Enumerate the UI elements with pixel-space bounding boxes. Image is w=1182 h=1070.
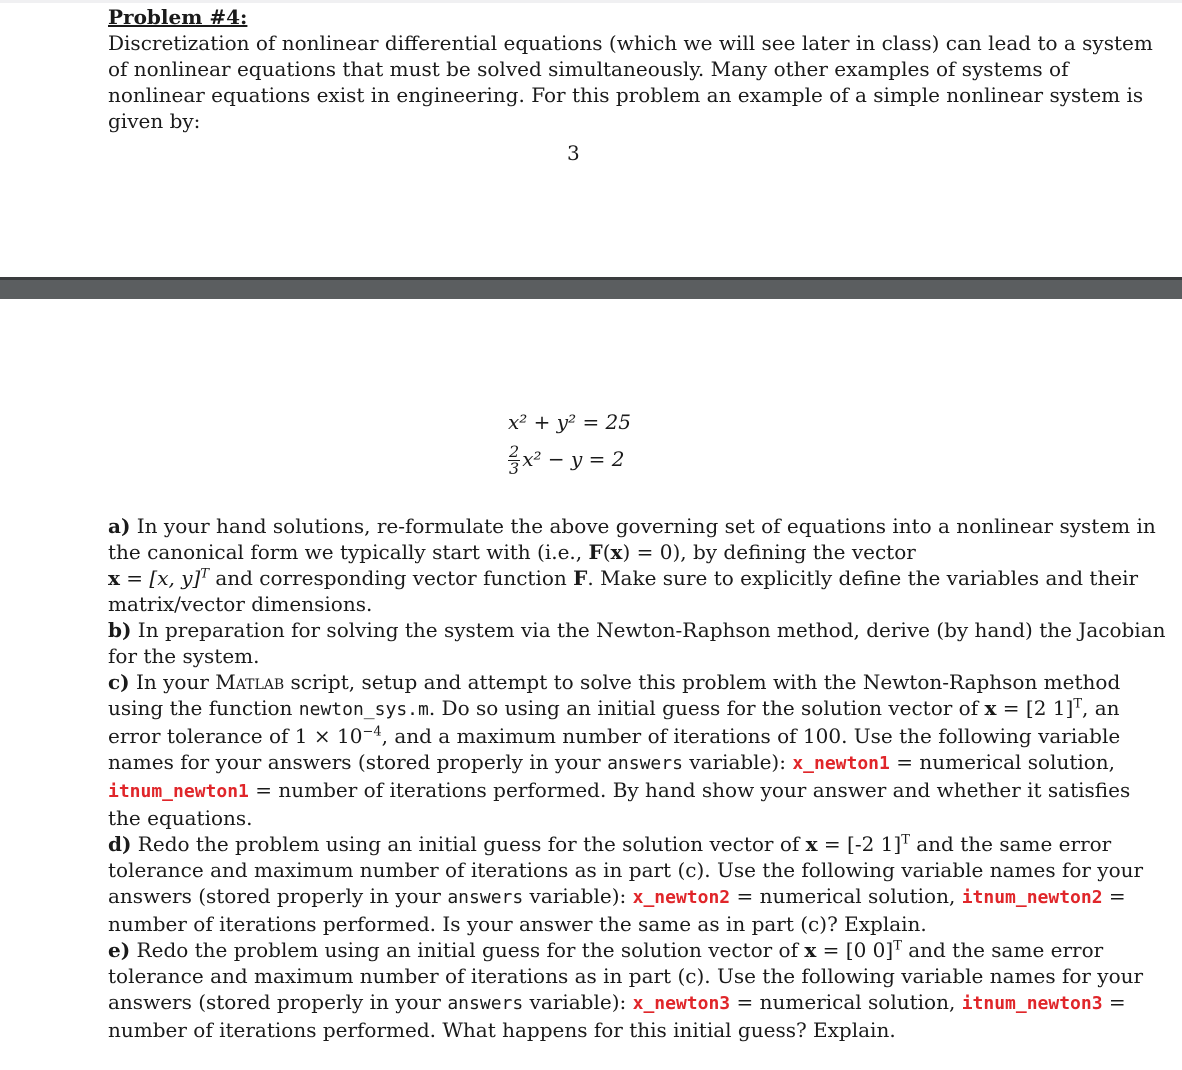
part-d-text: Redo the problem using an initial guess for the solution vector of: [131, 832, 806, 856]
part-e-text: = [0 0]: [816, 938, 894, 962]
vector-x: x: [805, 832, 818, 856]
var-itnum-newton2: itnum_newton2: [961, 887, 1103, 908]
function-name: newton_sys.m: [298, 699, 429, 720]
transpose-sup: T: [1073, 696, 1082, 712]
part-e: [108, 937, 1168, 1043]
var-x-newton2: x_newton2: [632, 887, 731, 908]
part-a-text: = [x, y]: [119, 566, 201, 590]
part-c-text: = number of iterations performed. By hand show your answer and whether it satisfies the equations.: [108, 778, 1131, 830]
part-e-label: e): [108, 938, 131, 962]
top-edge: [0, 0, 1182, 3]
part-c-text: variable):: [682, 750, 793, 774]
part-d-text: variable):: [523, 884, 633, 908]
vector-F: F: [573, 566, 588, 590]
var-x-newton1: x_newton1: [792, 753, 890, 774]
part-c-text: = numerical solution,: [889, 750, 1116, 774]
transpose-sup: T: [200, 566, 209, 582]
fraction: [508, 444, 520, 477]
vector-x: x: [804, 938, 817, 962]
exponent: −4: [362, 724, 382, 740]
part-c-text: = [2 1]: [996, 696, 1074, 720]
equation-2: [508, 444, 624, 477]
part-d-text: = number of iterations performed. Is your answer the same as in part (c)? Explain.: [108, 884, 1126, 936]
problem-parts: [108, 513, 1168, 1043]
part-a-text: and corresponding vector function: [208, 566, 574, 590]
fraction-denominator: 3: [509, 459, 520, 478]
part-c-text: In your: [129, 670, 216, 694]
part-c-text: , an error tolerance of 1 × 10: [108, 696, 1120, 748]
part-e-text: Redo the problem using an initial guess for the solution vector of: [130, 938, 805, 962]
vector-x: x: [984, 696, 997, 720]
problem-intro-text: Discretization of nonlinear differential equations (which we will see later in class) can lead to a system of nonlinear equations that must be solved simultaneously. Many other examples of systems of nonlinear equations exist in engineering. For this problem an example of a simple nonlinear system is given by:: [108, 31, 1153, 133]
part-d-text: = [-2 1]: [817, 832, 902, 856]
part-e-text: variable):: [523, 990, 633, 1014]
part-c-text: , and a maximum number of iterations of 100. Use the following variable names for your answers (stored properly in your: [108, 724, 1121, 774]
var-itnum-newton1: itnum_newton1: [108, 781, 249, 802]
part-c-text: script, setup and attempt to solve this problem with the Newton-Raphson method using the function: [108, 670, 1121, 720]
vector-x: x: [108, 566, 120, 590]
equation-1: x² + y² = 25: [508, 410, 632, 434]
transpose-sup: T: [901, 832, 910, 848]
part-d-text: = numerical solution,: [730, 884, 962, 908]
vector-F: F: [588, 540, 603, 564]
part-c-label: c): [108, 670, 130, 694]
part-d-label: d): [108, 832, 132, 856]
part-a-text: . Make sure to explicitly define the variables and their matrix/vector dimensions.: [108, 566, 1139, 616]
page-divider: [0, 277, 1182, 299]
vector-x: x: [610, 540, 623, 564]
transpose-sup: T: [893, 938, 902, 954]
problem-intro: [108, 4, 1168, 134]
answers-variable: answers: [447, 993, 524, 1014]
part-b: [108, 617, 1168, 669]
part-b-label: b): [108, 618, 132, 642]
part-e-text: = numerical solution,: [730, 990, 962, 1014]
part-d-text: and the same error tolerance and maximum number of iterations as in part (c). Use the following variable names for your answers (stored properly in your: [108, 832, 1144, 908]
part-a-text: ) = 0), by defining the vector: [622, 540, 916, 564]
page-number: 3: [567, 141, 580, 165]
part-c: [108, 669, 1168, 831]
var-x-newton3: x_newton3: [632, 993, 731, 1014]
fraction-numerator: 2: [509, 442, 520, 461]
answers-variable: answers: [607, 753, 683, 774]
part-b-text: In preparation for solving the system via the Newton-Raphson method, derive (by hand) the Jacobian for the system.: [108, 618, 1166, 668]
matlab-name: Matlab: [215, 670, 285, 694]
part-c-text: . Do so using an initial guess for the solution vector of: [428, 696, 985, 720]
problem-title: Problem #4:: [108, 5, 248, 29]
part-e-text: = number of iterations performed. What happens for this initial guess? Explain.: [108, 990, 1126, 1042]
part-a: a) In your hand solutions, re-formulate the above governing set of equations into a nonlinear system in the canonical form we typically start with (i.e., F(x) = 0), by defining the vector x = [x, y]$^T$ and corresponding vector function F. Make sure to explicitly define the variables and their matrix/vector dimensions.: [108, 514, 1156, 616]
part-a-text: In your hand solutions, re-formulate the above governing set of equations into a nonlinear system in the canonical form we typically start with (i.e.,: [108, 514, 1156, 564]
var-itnum-newton3: itnum_newton3: [961, 993, 1103, 1014]
part-e-text: and the same error tolerance and maximum number of iterations as in part (c). Use the following variable names for your answers (stored properly in your: [108, 938, 1144, 1014]
part-d: [108, 831, 1168, 937]
part-a-label: a): [108, 514, 131, 538]
answers-variable: answers: [447, 887, 524, 908]
equation-2-rest: x² − y = 2: [522, 447, 625, 471]
